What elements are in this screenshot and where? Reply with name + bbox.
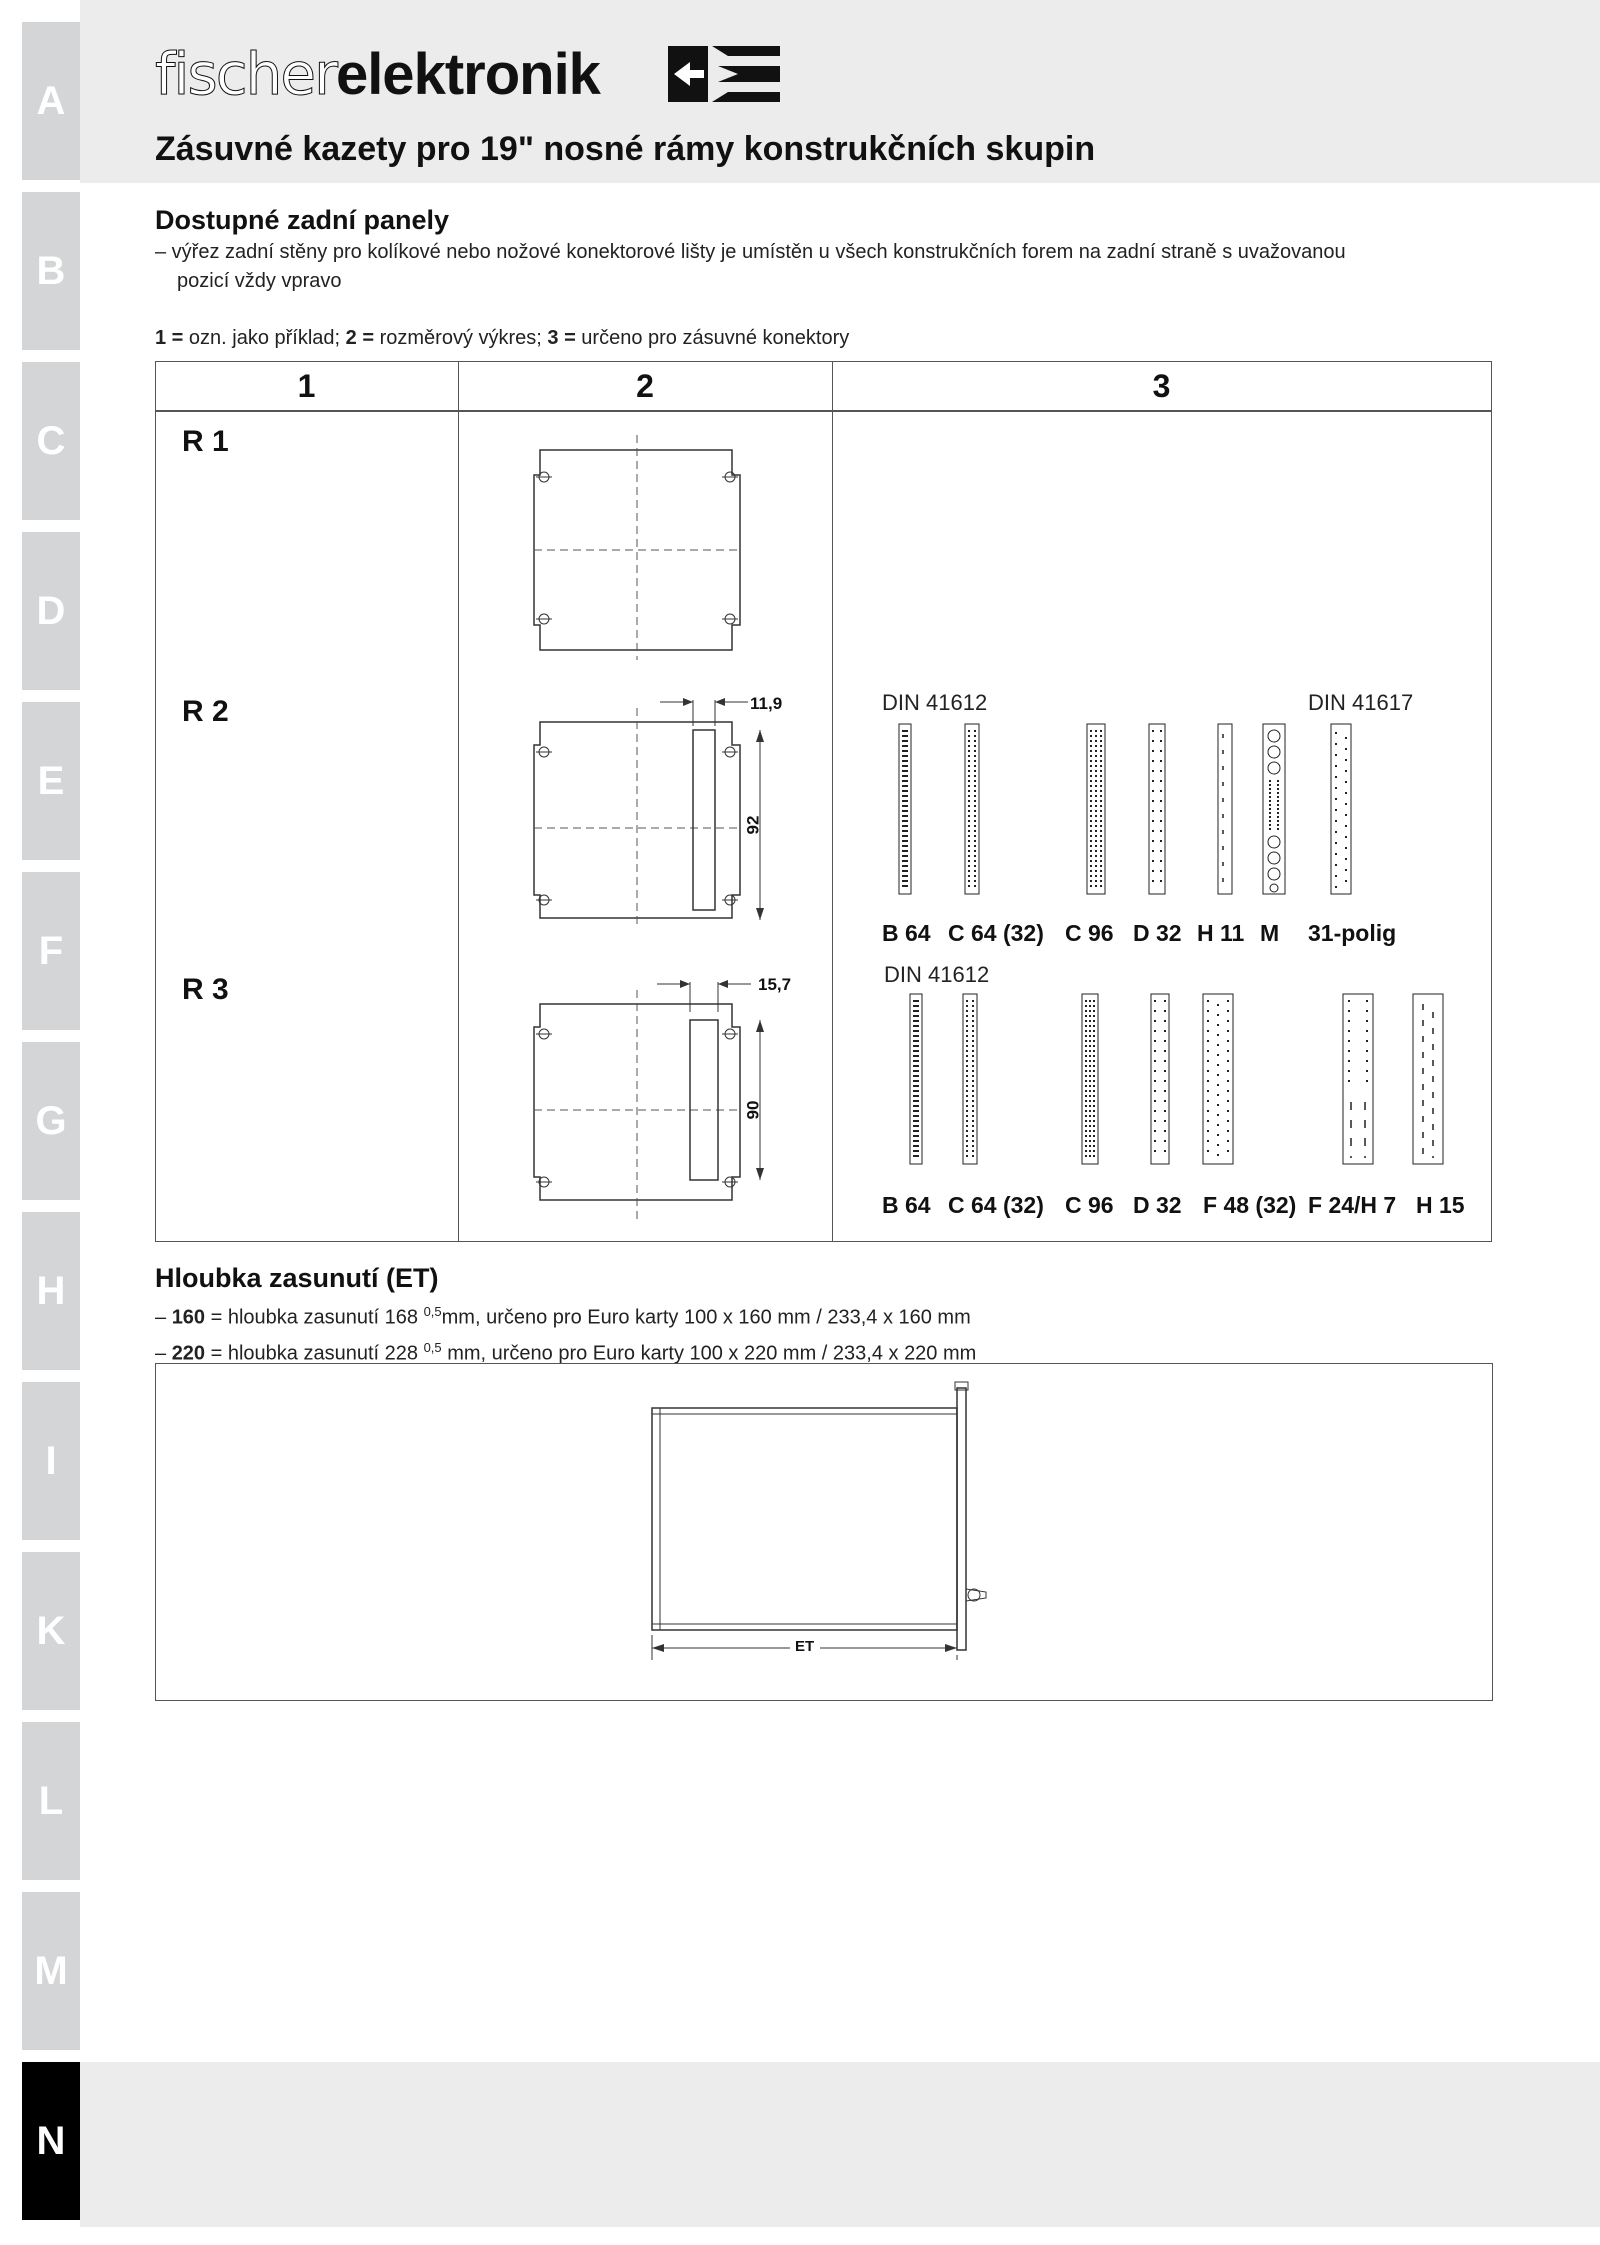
side-tab-k[interactable]: K bbox=[22, 1552, 80, 1710]
r3-connector-label-c64: C 64 (32) bbox=[948, 1192, 1044, 1218]
connector-d32-icon bbox=[1149, 724, 1165, 894]
depth-item-value: 160 bbox=[171, 1306, 206, 1329]
r3-connector-label-b64: B 64 bbox=[882, 1192, 931, 1218]
legend-key-1: 1 = bbox=[155, 327, 184, 349]
table-col-divider-2 bbox=[832, 361, 833, 1242]
connector-f48-icon bbox=[1203, 994, 1233, 1164]
side-tab-n[interactable]: N bbox=[22, 2062, 80, 2220]
depth-item-160 bbox=[155, 1297, 976, 1333]
logo-bold-text: elektronik bbox=[335, 42, 600, 107]
side-tab-i[interactable]: I bbox=[22, 1382, 80, 1540]
r3-connector-drawings bbox=[885, 992, 1465, 1167]
legend-text-3: určeno pro zásuvné konektory bbox=[575, 327, 850, 349]
panels-bullet-line-cont: pozicí vždy vpravo bbox=[177, 270, 342, 292]
table-border-bottom bbox=[155, 1241, 1492, 1242]
connector-m-icon bbox=[1263, 724, 1285, 894]
table-header-divider bbox=[155, 410, 1492, 412]
logo-arrow-icon bbox=[668, 46, 783, 104]
r3-standard-din41612: DIN 41612 bbox=[884, 962, 990, 987]
connector-b64-icon bbox=[910, 994, 922, 1164]
table-legend bbox=[155, 324, 849, 353]
r2-standard-din41612: DIN 41612 bbox=[882, 690, 988, 715]
r3-connector-label-f48: F 48 (32) bbox=[1203, 1192, 1297, 1218]
r2-connector-label-31pin: 31-polig bbox=[1308, 920, 1397, 946]
depth-heading: Hloubka zasunutí (ET) bbox=[155, 1263, 439, 1293]
connector-c64-icon bbox=[965, 724, 979, 894]
depth-list bbox=[155, 1297, 976, 1368]
connector-b64-icon bbox=[899, 724, 911, 894]
side-tab-g[interactable]: G bbox=[22, 1042, 80, 1200]
row-label-r1: R 1 bbox=[182, 425, 229, 458]
panels-description bbox=[155, 238, 1346, 296]
table-header-3: 3 bbox=[1152, 368, 1171, 404]
r3-connector-label-h15: H 15 bbox=[1416, 1192, 1465, 1218]
r2-standard-din41617: DIN 41617 bbox=[1308, 690, 1414, 715]
r2-connector-label-h11: H 11 bbox=[1197, 920, 1245, 946]
connector-f24h7-icon bbox=[1343, 994, 1373, 1164]
side-tab-m[interactable]: M bbox=[22, 1892, 80, 2050]
depth-item-tolerance: 0,5 bbox=[423, 1304, 442, 1319]
depth-item-post: mm, určeno pro Euro karty 100 x 220 mm / 233,4 x 220 mm bbox=[441, 1342, 977, 1365]
r3-dim-width: 15,7 bbox=[758, 975, 792, 994]
table-border-left bbox=[155, 361, 156, 1242]
legend-key-3: 3 = bbox=[547, 327, 576, 349]
depth-item-post: mm, určeno pro Euro karty 100 x 160 mm / 233,4 x 160 mm bbox=[441, 1306, 971, 1329]
table-border-right bbox=[1491, 361, 1492, 1242]
r2-connector-label-c64: C 64 (32) bbox=[948, 920, 1044, 946]
depth-item-dash: – bbox=[155, 1306, 172, 1329]
depth-item-dash: – bbox=[155, 1342, 172, 1365]
table-header-2: 2 bbox=[636, 368, 654, 404]
r3-connector-label-c96: C 96 bbox=[1065, 1192, 1114, 1218]
legend-text-1: ozn. jako příklad; bbox=[183, 327, 346, 349]
depth-item-pre: = hloubka zasunutí 168 bbox=[205, 1306, 424, 1329]
connector-h11-icon bbox=[1218, 724, 1232, 894]
r2-connector-label-b64: B 64 bbox=[882, 920, 931, 946]
r2-connector-label-d32: D 32 bbox=[1133, 920, 1182, 946]
table-header-1: 1 bbox=[297, 368, 316, 404]
depth-item-value: 220 bbox=[171, 1342, 206, 1365]
brand-logo bbox=[155, 40, 600, 108]
r2-connector-drawings bbox=[885, 722, 1445, 897]
side-tab-e[interactable]: E bbox=[22, 702, 80, 860]
et-depth-diagram bbox=[640, 1380, 1030, 1680]
r2-dim-height: 92 bbox=[743, 815, 763, 835]
side-tab-a[interactable]: A bbox=[22, 22, 80, 180]
table-col-divider-1 bbox=[458, 361, 459, 1242]
side-tab-l[interactable]: L bbox=[22, 1722, 80, 1880]
page-title: Zásuvné kazety pro 19" nosné rámy konstrukčních skupin bbox=[155, 130, 1096, 168]
r2-connector-label-m: M bbox=[1260, 920, 1280, 946]
r2-connector-label-c96: C 96 bbox=[1065, 920, 1114, 946]
et-label: ET bbox=[795, 1638, 815, 1655]
side-tab-c[interactable]: C bbox=[22, 362, 80, 520]
side-tab-h[interactable]: H bbox=[22, 1212, 80, 1370]
side-tab-d[interactable]: D bbox=[22, 532, 80, 690]
legend-text-2: rozměrový výkres; bbox=[374, 327, 548, 349]
panels-heading: Dostupné zadní panely bbox=[155, 205, 450, 235]
depth-item-tolerance: 0,5 bbox=[423, 1339, 442, 1355]
logo-light-text: fischer bbox=[155, 40, 336, 108]
table-border-top bbox=[155, 361, 1492, 362]
r3-connector-label-f24h7: F 24/H 7 bbox=[1308, 1192, 1397, 1218]
r3-connector-label-d32: D 32 bbox=[1133, 1192, 1182, 1218]
depth-item-pre: = hloubka zasunutí 228 bbox=[205, 1342, 424, 1365]
side-tab-b[interactable]: B bbox=[22, 192, 80, 350]
connector-c64-icon bbox=[963, 994, 977, 1164]
connector-c96-icon bbox=[1082, 994, 1098, 1164]
connector-31pin-icon bbox=[1331, 724, 1351, 894]
r1-panel-drawing bbox=[520, 435, 760, 665]
row-label-r3: R 3 bbox=[182, 973, 229, 1006]
connector-h15-icon bbox=[1413, 994, 1443, 1164]
footer-band bbox=[80, 2062, 1600, 2227]
row-label-r2: R 2 bbox=[182, 695, 229, 728]
connector-c96-icon bbox=[1087, 724, 1105, 894]
r3-dim-height: 90 bbox=[743, 1100, 763, 1120]
legend-key-2: 2 = bbox=[345, 327, 375, 349]
side-tab-f[interactable]: F bbox=[22, 872, 80, 1030]
panels-bullet-line: – výřez zadní stěny pro kolíkové nebo nožové konektorové lišty je umístěn u všech konstrukčních forem na zadní straně s uvažovanou bbox=[155, 241, 1346, 263]
connector-d32-icon bbox=[1151, 994, 1169, 1164]
r2-dim-width: 11,9 bbox=[750, 694, 783, 713]
